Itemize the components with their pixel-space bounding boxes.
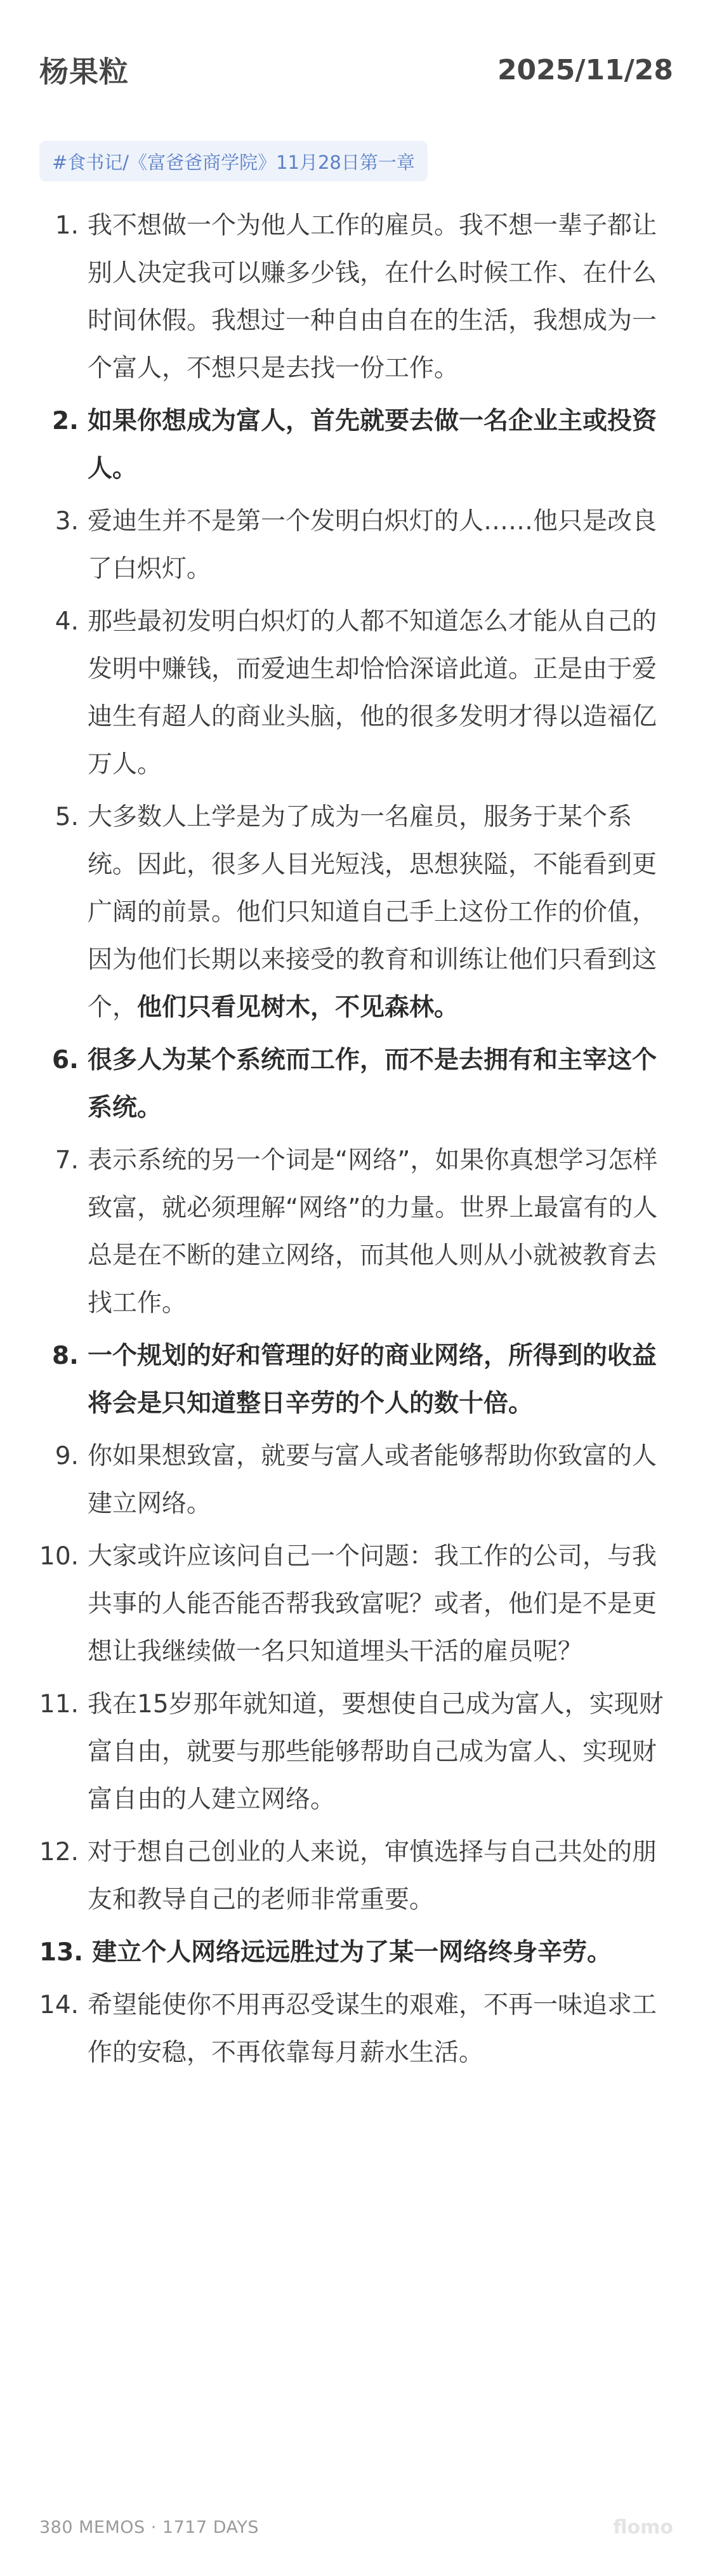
- list-item-text-wrap: [88, 793, 673, 1031]
- list-item-number: 10.: [39, 1542, 79, 1571]
- list-item: [39, 498, 673, 593]
- list-item-number: 3.: [55, 507, 79, 536]
- list-item: [39, 1036, 673, 1132]
- list-item-text: 建立个人网络远远胜过为了某一网络终身辛劳。: [92, 1938, 612, 1967]
- list-item-number: 6.: [52, 1046, 79, 1074]
- list-item-text: 我在15岁那年就知道，要想使自己成为富人，实现财富自由，就要与那些能够帮助自己成为富人、实现财富自由的人建立网络。: [88, 1690, 664, 1814]
- list-item: [39, 598, 673, 788]
- list-item: [39, 793, 673, 1031]
- list-item-number: 7.: [55, 1146, 79, 1175]
- list-item-text: 如果你想成为富人，首先就要去做一名企业主或投资人。: [88, 407, 657, 483]
- list-item: [39, 1432, 673, 1528]
- list-item-text: 一个规划的好和管理的好的商业网络，所得到的收益将会是只知道整日辛劳的个人的数十倍。: [88, 1342, 657, 1418]
- list-item-text: 大家或许应该问自己一个问题：我工作的公司，与我共事的人能否能否帮我致富呢？或者，他们是不是更想让我继续做一名只知道埋头干活的雇员呢？: [88, 1542, 657, 1666]
- list-item-number: 12.: [39, 1838, 79, 1866]
- author-name: 杨果粒: [39, 55, 129, 89]
- memo-content: [39, 202, 673, 2082]
- list-item: [39, 202, 673, 392]
- list-item: [39, 1137, 673, 1327]
- list-item-number: 4.: [55, 607, 79, 636]
- list-item-text: 对于想自己创业的人来说，审慎选择与自己共处的朋友和教导自己的老师非常重要。: [88, 1838, 657, 1914]
- list-item: [39, 1332, 673, 1427]
- list-item-text: 那些最初发明白炽灯的人都不知道怎么才能从自己的发明中赚钱，而爱迪生却恰恰深谙此道。正是由于爱迪生有超人的商业头脑，他的很多发明才得以造福亿万人。: [88, 607, 657, 779]
- flomo-logo: flomo: [613, 2516, 673, 2539]
- memo-header: [39, 50, 673, 90]
- list-item-number: 13.: [39, 1938, 84, 1967]
- list-item: [39, 1929, 673, 1976]
- list-item-text: 表示系统的另一个词是“网络”，如果你真想学习怎样致富，就必须理解“网络”的力量。世界上最富有的人总是在不断的建立网络，而其他人则从小就被教育去找工作。: [88, 1146, 658, 1318]
- list-item: [39, 1981, 673, 2077]
- list-item-text: 我不想做一个为他人工作的雇员。我不想一辈子都让别人决定我可以赚多少钱，在什么时候工作、在什么时间休假。我想过一种自由自在的生活，我想成为一个富人，不想只是去找一份工作。: [88, 211, 657, 383]
- list-item-text: 爱迪生并不是第一个发明白炽灯的人……他只是改良了白炽灯。: [88, 507, 657, 583]
- list-item-text: 大多数人上学是为了成为一名雇员，服务于某个系统。因此，很多人目光短浅，思想狭隘，不能看到更广阔的前景。他们只知道自己手上这份工作的价值，因为他们长期以来接受的教育和训练让他们只看到这个，: [88, 803, 657, 1022]
- list-item-text: 希望能使你不用再忍受谋生的艰难，不再一味追求工作的安稳，不再依靠每月薪水生活。: [88, 1991, 657, 2067]
- memo-date: 2025/11/28: [497, 53, 673, 86]
- list-item-number: 8.: [52, 1342, 79, 1370]
- list-item: [39, 1533, 673, 1675]
- memo-tag[interactable]: #食书记/《富爸爸商学院》11月28日第一章: [39, 141, 428, 182]
- list-item-number: 9.: [55, 1442, 79, 1470]
- list-item-number: 2.: [52, 407, 79, 435]
- list-item: [39, 1681, 673, 1823]
- list-item-text: 你如果想致富，就要与富人或者能够帮助你致富的人建立网络。: [88, 1442, 657, 1518]
- list-item-number: 1.: [55, 211, 79, 240]
- list-item-number: 11.: [39, 1690, 79, 1719]
- list-item: [39, 1828, 673, 1924]
- list-item-emphasis: 他们只看见树木，不见森林。: [137, 993, 459, 1022]
- list-item-number: 14.: [39, 1991, 79, 2019]
- memo-stats: 380 MEMOS · 1717 DAYS: [39, 2517, 260, 2537]
- memo-footer: [39, 2513, 673, 2541]
- list-item: [39, 397, 673, 492]
- list-item-number: 5.: [55, 803, 79, 831]
- list-item-text: 很多人为某个系统而工作，而不是去拥有和主宰这个系统。: [88, 1046, 657, 1122]
